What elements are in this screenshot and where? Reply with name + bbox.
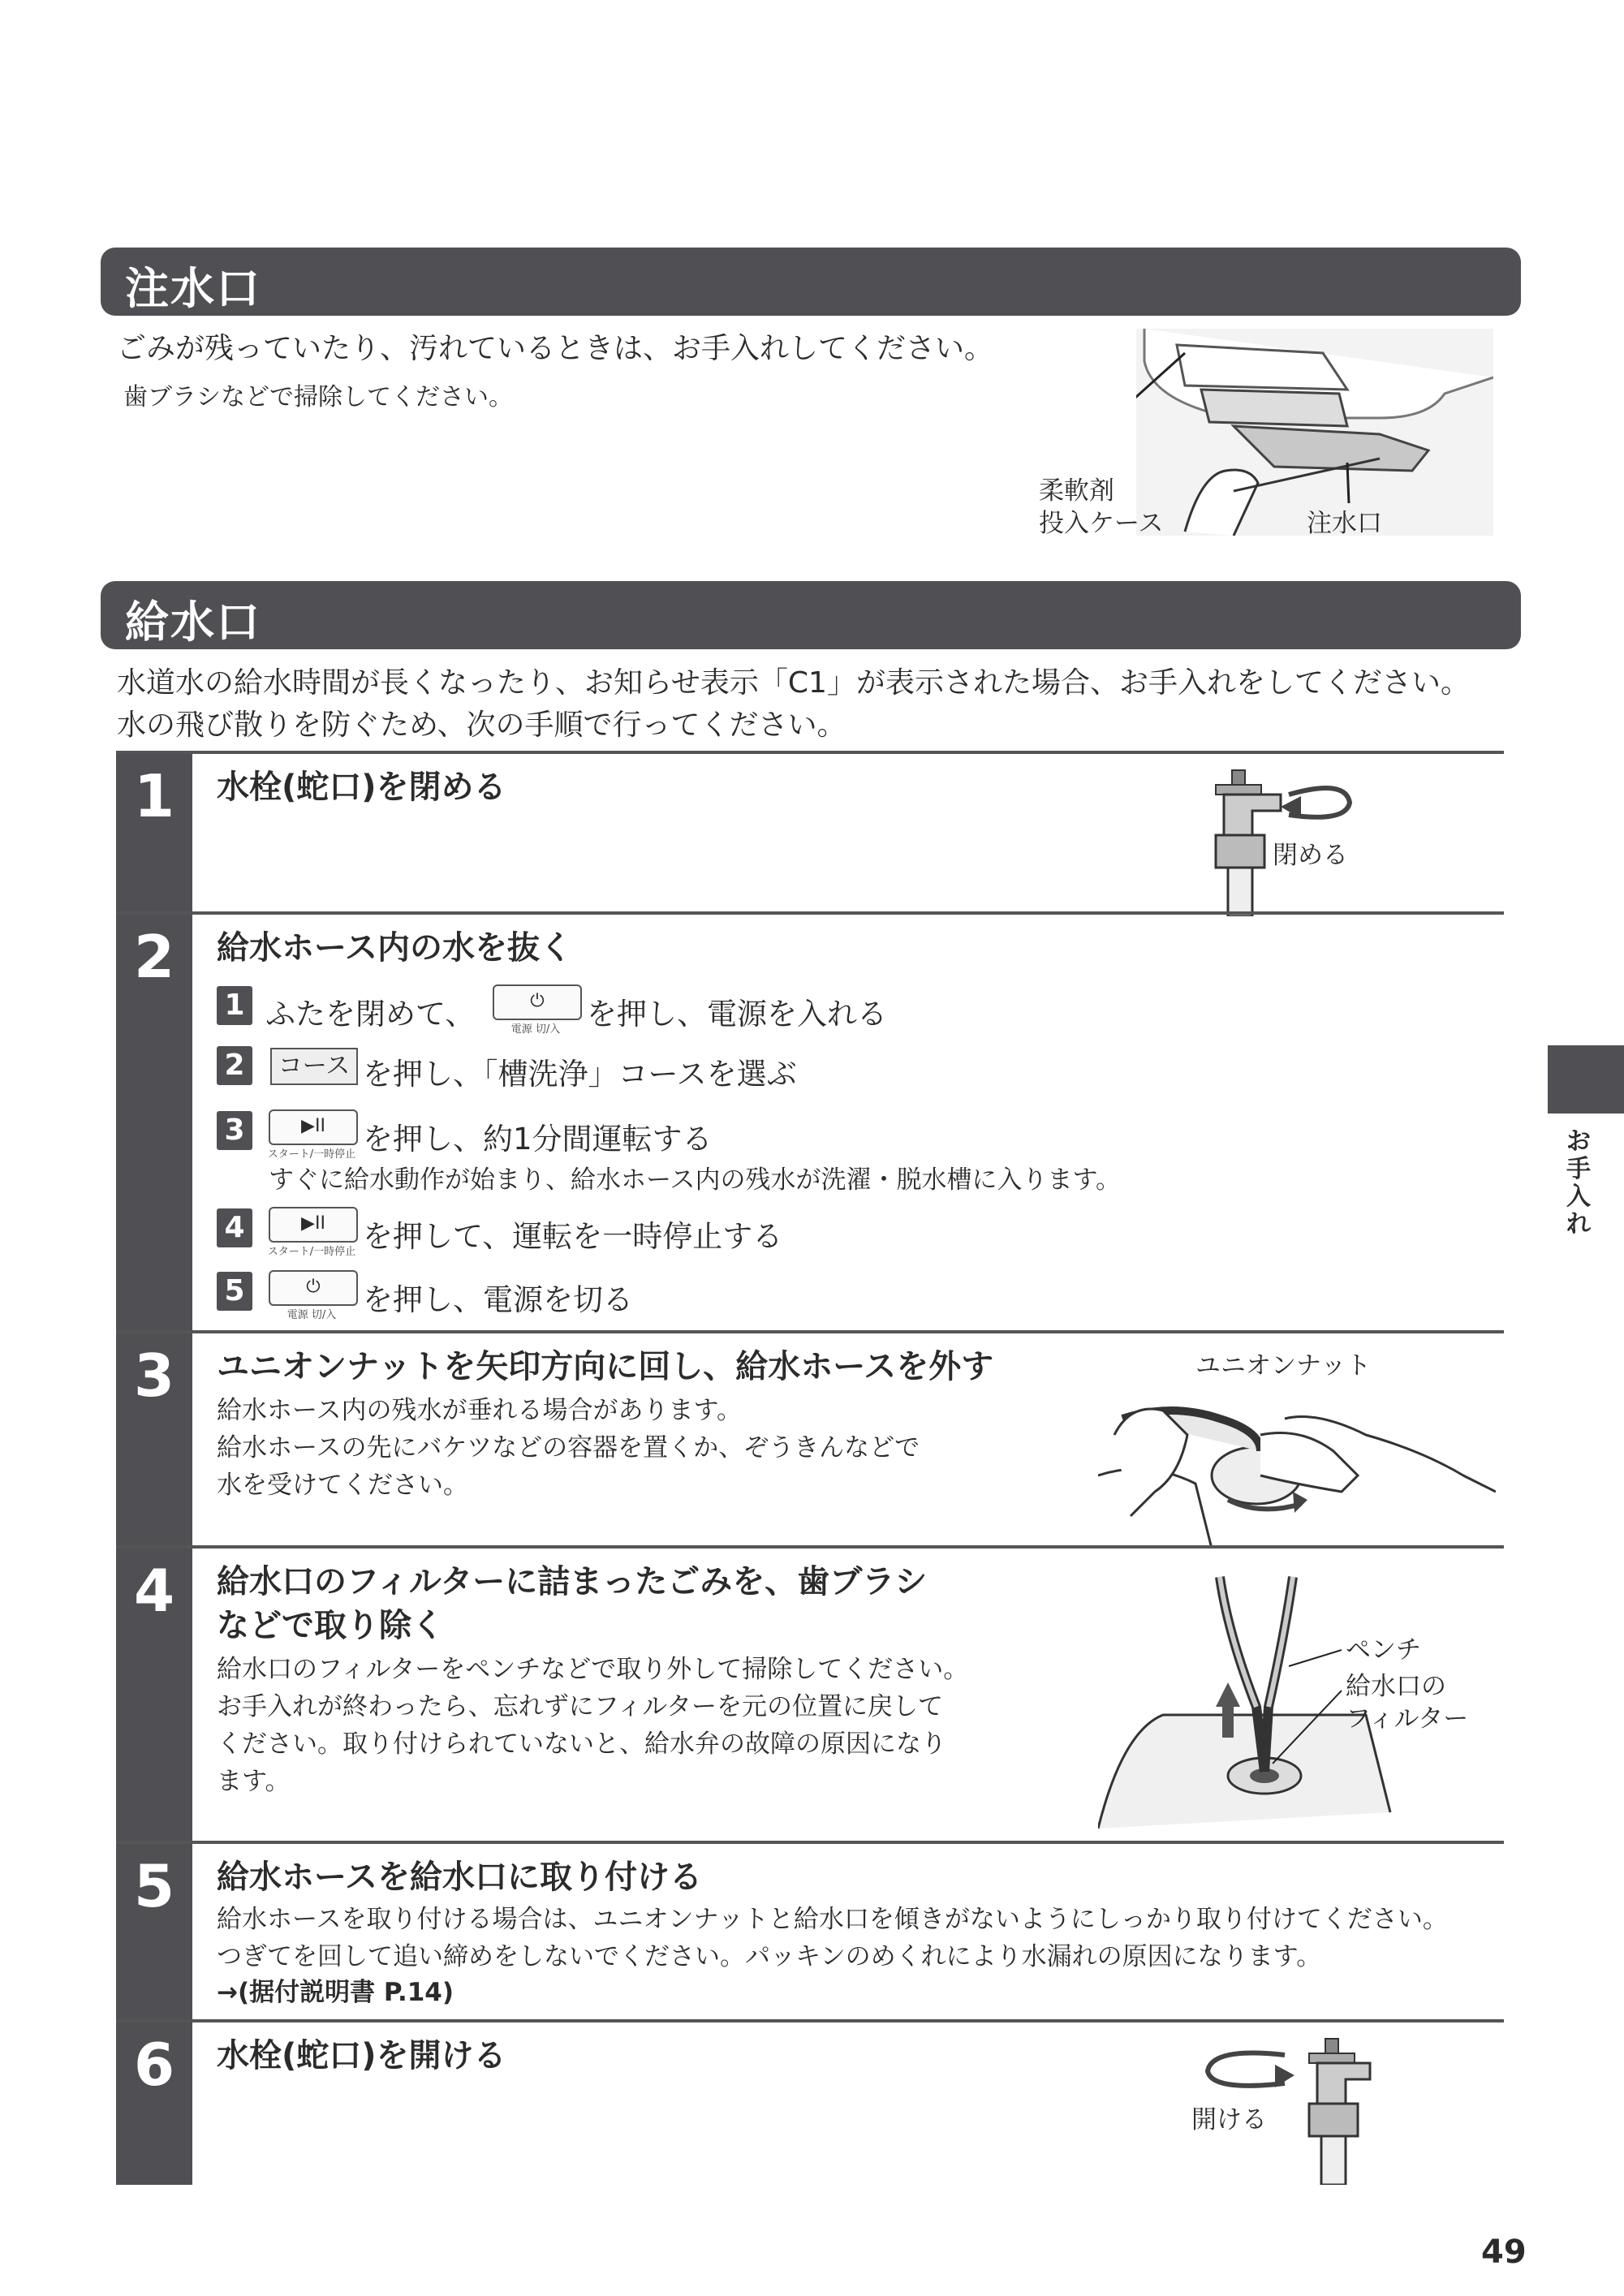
section-title-water-supply: 給水口 — [125, 597, 261, 648]
step-number-box — [116, 754, 192, 915]
power-icon: ⏻ — [530, 991, 545, 1011]
play-pause-icon: ▶II — [301, 1213, 325, 1234]
step-number: 1 — [133, 762, 175, 830]
substep-4 — [217, 1207, 947, 1258]
step-title: 水栓(蛇口)を開ける — [217, 2037, 506, 2074]
substep-badge: 3 — [217, 1111, 252, 1150]
start-pause-caption: スタート/一時停止 — [267, 1148, 356, 1161]
substep-3 — [217, 1109, 1191, 1161]
step-2 — [116, 911, 1504, 1333]
step-desc-2: お手入れが終わったら、忘れずにフィルターを元の位置に戻して — [217, 1692, 943, 1721]
page-number: 49 — [1481, 2234, 1527, 2271]
softener-case-label — [1039, 475, 1163, 540]
step-number-box — [116, 915, 192, 1333]
step-desc-1: 給水口のフィルターをペンチなどで取り外して掃除してください。 — [217, 1655, 969, 1684]
section-header-inlet — [101, 248, 1521, 316]
supply-intro-2: 水の飛び散りを防ぐため、次の手順で行ってください。 — [117, 709, 846, 742]
step-number: 4 — [133, 1557, 175, 1625]
step-6 — [116, 2019, 1504, 2185]
side-tab — [1548, 1045, 1624, 1114]
reference-link[interactable]: →(据付説明書 P.14) — [217, 1978, 454, 2007]
power-button[interactable] — [493, 984, 582, 1020]
filter-label — [1346, 1670, 1468, 1735]
power-icon: ⏻ — [306, 1277, 321, 1297]
power-button[interactable] — [269, 1270, 358, 1306]
substep-badge: 4 — [217, 1208, 252, 1247]
supply-intro-1: 水道水の給水時間が長くなったり、お知らせ表示「C1」が表示された場合、お手入れをしてください。 — [117, 666, 1470, 700]
step-number: 3 — [133, 1342, 175, 1410]
step-desc-4: ます。 — [217, 1767, 291, 1796]
step-title: 給水ホース内の水を抜く — [217, 929, 572, 967]
union-nut-label: ユニオンナット — [1195, 1351, 1372, 1381]
step-3 — [116, 1330, 1504, 1549]
inlet-text-1: ごみが残っていたり、汚れているときは、お手入れしてください。 — [117, 332, 994, 365]
step-desc-1: 給水ホース内の残水が垂れる場合があります。 — [217, 1396, 742, 1425]
substep-badge: 5 — [217, 1272, 252, 1311]
open-label: 開ける — [1191, 2105, 1267, 2134]
step-number: 2 — [133, 923, 175, 991]
filter-label-line2: フィルター — [1346, 1704, 1469, 1734]
substep-badge: 1 — [217, 986, 252, 1025]
step-number-box — [116, 2022, 192, 2185]
power-button-caption: 電源 切/入 — [286, 1309, 337, 1321]
substep-text-after: を押し、電源を入れる — [587, 997, 887, 1032]
step-title-2: などで取り除く — [217, 1607, 444, 1644]
step-title: 給水ホースを給水口に取り付ける — [217, 1859, 702, 1896]
step-number-box — [116, 1549, 192, 1844]
step-number: 6 — [133, 2031, 175, 2099]
softener-label-line1: 柔軟剤 — [1039, 476, 1114, 506]
substep-5 — [217, 1270, 947, 1321]
start-pause-button[interactable] — [269, 1109, 358, 1145]
inlet-text-2: 歯ブラシなどで掃除してください。 — [123, 383, 513, 411]
step-number-box — [116, 1333, 192, 1549]
softener-label-line2: 投入ケース — [1039, 509, 1164, 538]
substep-1 — [217, 984, 947, 1036]
step-title: 水栓(蛇口)を閉める — [217, 769, 506, 806]
side-tab-char: 入 — [1566, 1182, 1591, 1211]
side-tab-char: お — [1566, 1127, 1591, 1156]
section-title-inlet: 注水口 — [125, 263, 261, 314]
filter-label-line1: 給水口の — [1346, 1672, 1446, 1701]
substep-text-before: ふたを閉めて、 — [265, 997, 476, 1032]
step-title: ユニオンナットを矢印方向に回し、給水ホースを外す — [217, 1348, 994, 1385]
step-number: 5 — [133, 1852, 175, 1920]
substep-text-after: を押し、「槽洗浄」コースを選ぶ — [363, 1057, 797, 1092]
substep-text-after: を押して、運転を一時停止する — [363, 1219, 783, 1254]
step-title-1: 給水口のフィルターに詰まったごみを、歯ブラシ — [217, 1563, 928, 1600]
power-button-caption: 電源 切/入 — [510, 1023, 561, 1036]
remove-hose-illustration — [1098, 1386, 1496, 1549]
step-1 — [116, 751, 1504, 915]
step-desc-1: 給水ホースを取り付ける場合は、ユニオンナットと給水口を傾きがないようにしっかり取り付けてください。 — [217, 1905, 1448, 1934]
pliers-label: ペンチ — [1346, 1635, 1421, 1665]
close-label: 閉める — [1273, 841, 1348, 870]
course-button[interactable]: コース — [270, 1048, 358, 1085]
side-tab-char: 手 — [1566, 1155, 1591, 1183]
step-desc-2: つぎてを回して追い締めをしないでください。パッキンのめくれにより水漏れの原因になります。 — [217, 1942, 1322, 1971]
step-number-box — [116, 1844, 192, 2022]
substep-text-after: を押し、電源を切る — [363, 1282, 633, 1317]
step-5 — [116, 1841, 1504, 2022]
softener-case-illustration — [1136, 329, 1493, 536]
start-pause-button[interactable] — [269, 1207, 358, 1243]
inlet-label: 注水口 — [1307, 509, 1382, 538]
substep-text-after: を押し、約1分間運転する — [363, 1122, 713, 1157]
substep-2 — [217, 1045, 947, 1092]
play-pause-icon: ▶II — [301, 1116, 325, 1136]
start-pause-caption: スタート/一時停止 — [267, 1246, 356, 1258]
substep-badge: 2 — [217, 1046, 252, 1085]
step-desc-2: 給水ホースの先にバケツなどの容器を置くか、ぞうきんなどで — [217, 1433, 920, 1462]
step-4 — [116, 1545, 1504, 1844]
side-tab-char: れ — [1566, 1210, 1591, 1238]
step-desc-3: 水を受けてください。 — [217, 1471, 468, 1500]
side-tab-label — [1558, 1128, 1599, 1238]
substep-3-note: すぐに給水動作が始まり、給水ホース内の残水が洗濯・脱水槽に入ります。 — [269, 1165, 1121, 1195]
section-header-water-supply — [101, 581, 1521, 649]
step-desc-3: ください。取り付けられていないと、給水弁の故障の原因になり — [217, 1730, 946, 1759]
